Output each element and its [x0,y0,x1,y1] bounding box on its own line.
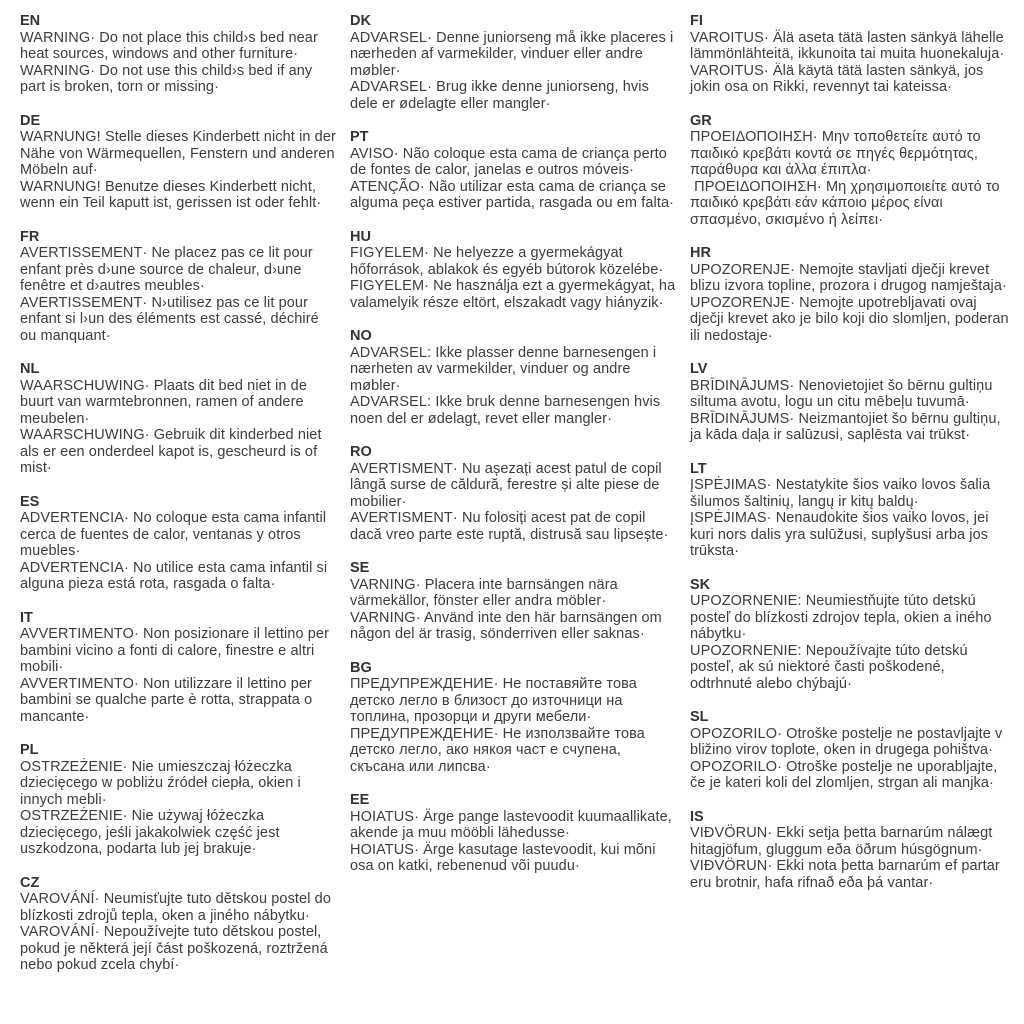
lang-section-cz [20,875,336,974]
lang-section-se [350,560,676,643]
warning-paragraph: OSTRZEŻENIE· Nie umieszczaj łóżeczka dziecięcego w pobliżu źródeł ciepła, okien i innych mebli· [20,758,306,808]
warning-paragraph: WARNING· Do not use this child›s bed if any part is broken, torn or missing· [20,62,317,95]
warning-paragraph: AVERTISSEMENT· N›utilisez pas ce lit pour enfant si l›un des éléments est cassé, déchiré ou manquant· [20,294,323,344]
warning-paragraph: VARNING· Placera inte barnsängen nära värmekällor, fönster eller andra möbler· [350,576,622,609]
warning-paragraph: WARNING· Do not place this child›s bed near heat sources, windows and other furniture· [20,29,323,62]
lang-section-pt [350,129,676,212]
lang-code-heading: DK [350,13,371,29]
lang-section-no [350,328,676,427]
warning-paragraph: ПРЕДУПРЕЖДЕНИЕ· Не поставяйте това детско легло в близост до източници на топлина, прозорци и други мебели· [350,676,642,725]
lang-section-gr [690,113,1010,229]
lang-section-bg [350,660,676,776]
warning-paragraph: FIGYELEM· Ne használja ezt a gyermekágyat, ha valamelyik része eltört, elszakadt vagy hiányzik· [350,278,680,311]
column-2 [350,13,680,892]
lang-code-heading: FI [690,13,703,29]
lang-code-heading: CZ [20,874,40,891]
warning-paragraph: ADVARSEL· Denne juniorseng må ikke placeres i nærheden af varmekilder, vinduer eller andre møbler· [350,29,678,79]
warning-paragraph: AVVERTIMENTO· Non posizionare il lettino per bambini vicino a fonti di calore, finestre e altri mobili· [20,626,334,675]
lang-code-heading: LV [690,361,708,377]
lang-code-heading: PL [20,742,39,758]
lang-code-heading: HU [350,228,371,245]
lang-code-heading: LT [690,460,707,477]
warning-paragraph: HOIATUS· Ärge kasutage lastevoodit, kui mõni osa on katki, rebenenud või puudu· [350,841,660,874]
lang-code-heading: NL [20,361,40,377]
lang-code-heading: FR [20,228,40,245]
lang-section-ro [350,444,676,543]
lang-code-heading: NO [350,328,372,344]
warning-paragraph: BRĪDINĀJUMS· Neizmantojiet šo bērnu gultiņu, ja kāda daļa ir salūzusi, saplēsta vai trūkst· [690,410,1005,443]
lang-section-hr [690,245,1013,344]
lang-section-de [20,112,341,212]
lang-code-heading: ES [20,493,40,510]
lang-code-heading: GR [690,112,712,129]
warning-paragraph: WARNUNG! Stelle dieses Kinderbett nicht in der Nähe von Wärmequellen, Fenstern und anderen Möbeln auf· [20,129,341,178]
lang-code-heading: SK [690,576,711,593]
lang-code-heading: IT [20,609,33,626]
warning-paragraph: OPOZORILO· Otroške postelje ne uporabljajte, če je kateri koli del zlomljen, strgan ali manjka· [690,758,1002,791]
lang-code-heading: EE [350,792,370,808]
warning-paragraph: FIGYELEM· Ne helyezze a gyermekágyat hőforrások, ablakok és egyéb bútorok közelébe· [350,245,664,278]
warning-paragraph: ΠΡΟΕΙΔΟΠΟΙΗΣΗ· Μη χρησιμοποιείτε αυτό το παιδικό κρεβάτι εάν κάποιο μέρος είναι σπασμένο, σκισμένο ή λείπει· [690,178,1004,228]
lang-section-nl [20,361,336,477]
lang-section-lt [690,461,1010,560]
warning-paragraph: ПРЕДУПРЕЖДЕНИЕ· Не използвайте това детско легло, ако някоя част е счупена, скъсана или липсва· [350,725,650,775]
lang-section-lv [690,361,1010,444]
lang-section-it [20,610,336,726]
warning-paragraph: WAARSCHUWING· Gebruik dit kinderbed niet als er een onderdeel kapot is, gescheurd is of mist· [20,427,326,476]
lang-code-heading: IS [690,808,704,825]
warning-paragraph: VAROVÁNÍ· Neumisťujte tuto dětskou postel do blízkosti zdrojů tepla, oken a jiného nábytku· [20,891,336,924]
warning-columns [20,13,1024,991]
lang-section-sk [690,577,1010,693]
warning-paragraph: ADVERTENCIA· No coloque esta cama infantil cerca de fuentes de calor, ventanas y otros muebles· [20,510,331,559]
lang-section-hu [350,228,680,312]
lang-section-fr [20,229,336,345]
warning-paragraph: OSTRZEŻENIE· Nie używaj łóżeczka dziecięcego, jeśli jakakolwiek część jest uszkodzona, podarta lub jej brakuje· [20,808,284,857]
lang-section-ee [350,792,676,875]
warning-paragraph: UPOZORNENIE: Neumiestňujte túto detskú posteľ do blízkosti zdrojov tepla, okien a iného nábytku· [690,593,996,642]
lang-code-heading: SL [690,709,709,725]
warning-paragraph: UPOZORENJE· Nemojte stavljati dječji krevet blizu izvora topline, prozora i drugog namještaja· [690,261,1007,294]
warning-paragraph: VAROVÁNÍ· Nepoužívejte tuto dětskou postel, pokud je některá její část poškozená, roztržená nebo pokud zcela chybí· [20,924,332,973]
warning-paragraph: VIÐVÖRUN· Ekki setja þetta barnarúm nálægt hitagjöfum, gluggum eða öðrum húsgögnum· [690,825,997,858]
lang-code-heading: BG [350,659,372,676]
warning-paragraph: AVERTISMENT· Nu folosiți acest pat de copil dacă vreo parte este ruptă, distrusă sau lipsește· [350,510,669,543]
warning-paragraph: VARNING· Använd inte den här barnsängen om någon del är trasig, sönderriven eller saknas· [350,609,666,642]
warning-paragraph: ADVERTENCIA· No utilice esta cama infantil si alguna pieza está rota, rasgada o falta· [20,559,332,592]
warning-paragraph: WARNUNG! Benutze dieses Kinderbett nicht, wenn ein Teil kaputt ist, gerissen ist oder fehlt· [20,178,322,211]
lang-code-heading: HR [690,245,711,261]
warning-paragraph: AVERTISSEMENT· Ne placez pas ce lit pour enfant près d›une source de chaleur, d›une fenêtre et d›autres meubles· [20,245,317,294]
lang-section-en [20,13,336,96]
lang-section-pl [20,742,336,858]
lang-section-dk [350,13,676,112]
warning-paragraph: VAROITUS· Älä aseta tätä lasten sänkyä lähelle lämmönlähteitä, ikkunoita tai muita huonekaluja· [690,29,1008,62]
warning-paragraph: ATENÇÃO· Não utilizar esta cama de criança se alguma peça estiver partida, rasgada ou em falta· [350,178,675,211]
warning-paragraph: VAROITUS· Älä käytä tätä lasten sänkyä, jos jokin osa on Rikki, revennyt tai kateissa· [690,62,988,95]
warning-paragraph: BRĪDINĀJUMS· Nenovietojiet šo bērnu gultiņu siltuma avotu, logu un citu mēbeļu tuvumā· [690,377,997,410]
lang-section-sl [690,709,1010,792]
warning-paragraph: ADVARSEL: Ikke plasser denne barnesengen i nærheten av varmekilder, vinduer og andre møbler· [350,344,661,394]
warning-paragraph: WAARSCHUWING· Plaats dit bed niet in de buurt van warmtebronnen, ramen of andere meubelen· [20,377,312,427]
lang-code-heading: EN [20,13,41,29]
column-1 [20,13,341,991]
warning-paragraph: AVVERTIMENTO· Non utilizzare il lettino per bambini se qualche parte è rotta, strappata o mancante· [20,675,317,725]
warning-paragraph: AVERTISMENT· Nu așezați acest patul de copil lângă surse de căldură, ferestre și alte piese de mobilier· [350,460,666,510]
warning-paragraph: ADVARSEL: Ikke bruk denne barnesengen hvis noen del er ødelagt, revet eller mangler· [350,394,665,427]
lang-code-heading: DE [20,112,41,129]
lang-code-heading: PT [350,129,369,145]
warning-paragraph: AVISO· Não coloque esta cama de criança perto de fontes de calor, janelas e outros móveis· [350,145,672,178]
warning-paragraph: ĮSPĖJIMAS· Nenaudokite šios vaiko lovos, jei kuri nors dalis yra sulūžusi, suplyšusi arba jos trūksta· [690,510,993,559]
lang-section-fi [690,13,1010,96]
warning-paragraph: UPOZORENJE· Nemojte upotrebljavati ovaj dječji krevet ako je bilo koji dio slomljen, poderan ili nedostaje· [690,294,1013,344]
lang-code-heading: SE [350,560,370,576]
warning-paragraph: HOIATUS· Ärge pange lastevoodit kuumaallikate, akende ja muu mööbli lähedusse· [350,808,677,841]
warning-paragraph: ĮSPĖJIMAS· Nestatykite šios vaiko lovos šalia šilumos šaltinių, langų ir kitų baldų· [690,477,995,510]
lang-section-es [20,494,336,593]
warning-paragraph: OPOZORILO· Otroške postelje ne postavljajte v bližino virov toplote, oken in drugega pohištva· [690,725,1007,758]
lang-code-heading: RO [350,444,372,460]
warning-paragraph: UPOZORNENIE: Nepoužívajte túto detskú posteľ, ak sú niektoré časti poškodené, odtrhnuté alebo chýbajú· [690,642,972,692]
column-3 [690,13,1013,908]
warning-paragraph: ΠΡΟΕΙΔΟΠΟΙΗΣΗ· Μην τοποθετείτε αυτό το παιδικό κρεβάτι κοντά σε πηγές θερμότητας, παράθυρα και άλλα έπιπλα· [690,129,985,178]
warning-paragraph: ADVARSEL· Brug ikke denne juniorseng, hvis dele er ødelagte eller mangler· [350,79,654,112]
lang-section-is [690,809,1010,892]
warning-paragraph: VIÐVÖRUN· Ekki nota þetta barnarúm ef partar eru brotnir, hafa rifnað eða þá vantar· [690,858,1004,891]
